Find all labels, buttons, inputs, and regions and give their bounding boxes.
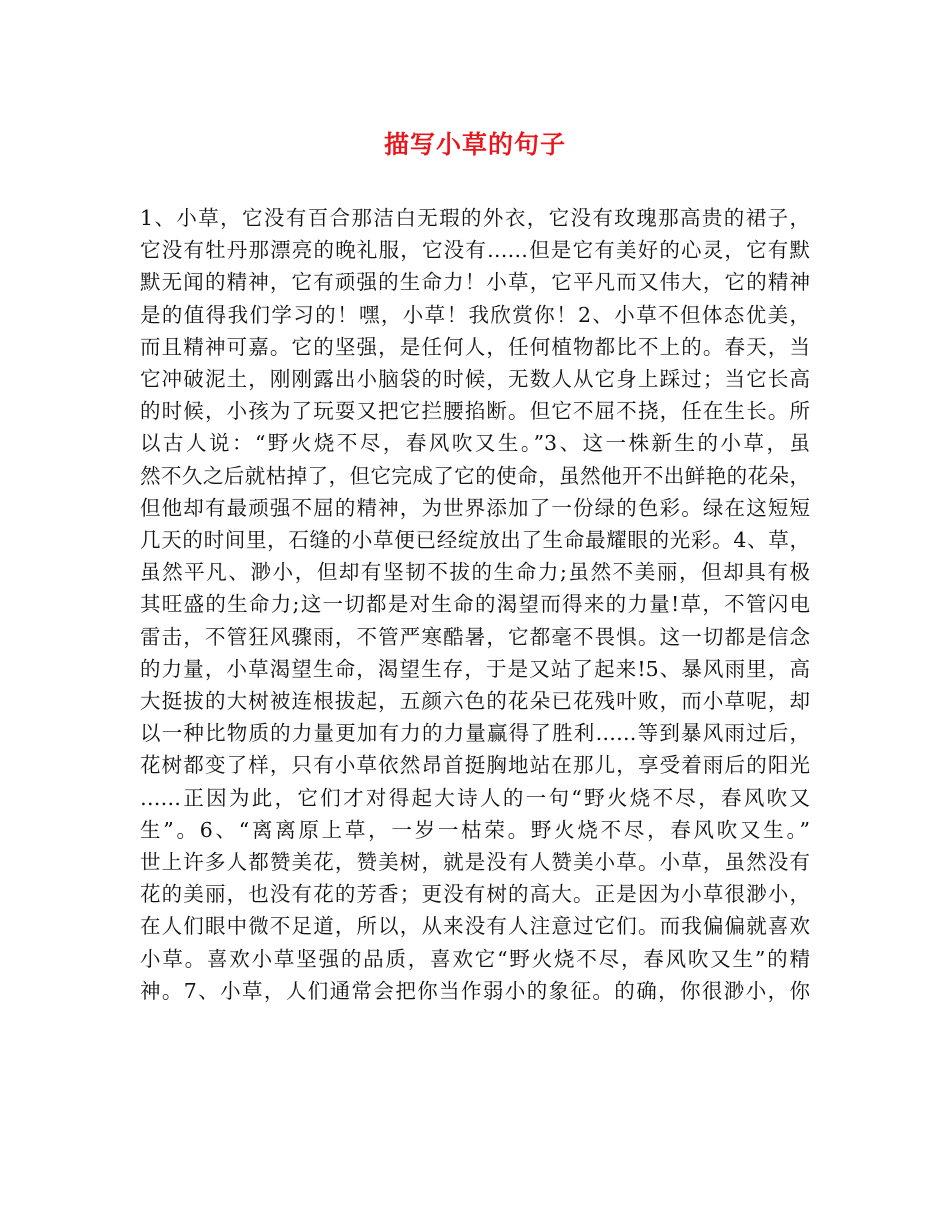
body-line: 默无闻的精神，它有顽强的生命力！小草，它平凡而又伟大，它的精神	[140, 270, 810, 295]
body-line: 以古人说：“野火烧不尽，春风吹又生。”3、这一株新生的小草，虽	[140, 431, 810, 456]
body-line: ……正因为此，它们才对得起大诗人的一句“野火烧不尽，春风吹又	[140, 785, 810, 810]
document-body	[140, 202, 810, 1007]
body-line: 神。7、小草，人们通常会把你当作弱小的象征。的确，你很渺小，你	[140, 978, 810, 1003]
body-line: 花树都变了样，只有小草依然昂首挺胸地站在那儿，享受着雨后的阳光	[140, 753, 810, 778]
body-line: 其旺盛的生命力;这一切都是对生命的渴望而得来的力量!草，不管闪电	[140, 592, 810, 617]
document-title: 描写小草的句子	[383, 130, 566, 159]
body-line: 花的美丽，也没有花的芳香；更没有树的高大。正是因为小草很渺小，	[140, 882, 810, 907]
body-line: 它没有牡丹那漂亮的晚礼服，它没有……但是它有美好的心灵，它有默	[140, 238, 810, 263]
body-line: 在人们眼中微不足道，所以，从来没有人注意过它们。而我偏偏就喜欢	[140, 914, 810, 939]
body-line: 它冲破泥土，刚刚露出小脑袋的时候，无数人从它身上踩过；当它长高	[140, 367, 810, 392]
body-line: 但他却有最顽强不屈的精神，为世界添加了一份绿的色彩。绿在这短短	[140, 495, 810, 520]
body-line: 以一种比物质的力量更加有力的力量赢得了胜利……等到暴风雨过后，	[140, 721, 810, 746]
body-line: 生”。6、“离离原上草，一岁一枯荣。野火烧不尽，春风吹又生。”	[140, 817, 810, 842]
body-line: 1、小草，它没有百合那洁白无瑕的外衣，它没有玫瑰那高贵的裙子，	[140, 206, 810, 230]
body-line: 几天的时间里，石缝的小草便已经绽放出了生命最耀眼的光彩。4、草，	[140, 528, 810, 553]
body-line: 虽然平凡、渺小，但却有坚韧不拔的生命力;虽然不美丽，但却具有极	[140, 560, 810, 585]
body-line: 小草。喜欢小草坚强的品质，喜欢它“野火烧不尽，春风吹又生”的精	[140, 946, 810, 971]
body-line: 而且精神可嘉。它的坚强，是任何人，任何植物都比不上的。春天，当	[140, 334, 810, 359]
body-line: 雷击，不管狂风骤雨，不管严寒酷暑，它都毫不畏惧。这一切都是信念	[140, 624, 810, 649]
body-line: 的力量，小草渴望生命，渴望生存，于是又站了起来!5、暴风雨里，高	[140, 656, 810, 681]
body-line: 的时候，小孩为了玩耍又把它拦腰掐断。但它不屈不挠，任在生长。所	[140, 399, 810, 424]
body-line: 是的值得我们学习的！嘿，小草！我欣赏你！2、小草不但体态优美，	[140, 302, 810, 327]
body-line: 然不久之后就枯掉了，但它完成了它的使命，虽然他开不出鲜艳的花朵，	[140, 463, 810, 488]
body-line: 世上许多人都赞美花，赞美树，就是没有人赞美小草。小草，虽然没有	[140, 850, 810, 875]
body-line: 大挺拔的大树被连根拔起，五颜六色的花朵已花残叶败，而小草呢，却	[140, 689, 810, 714]
